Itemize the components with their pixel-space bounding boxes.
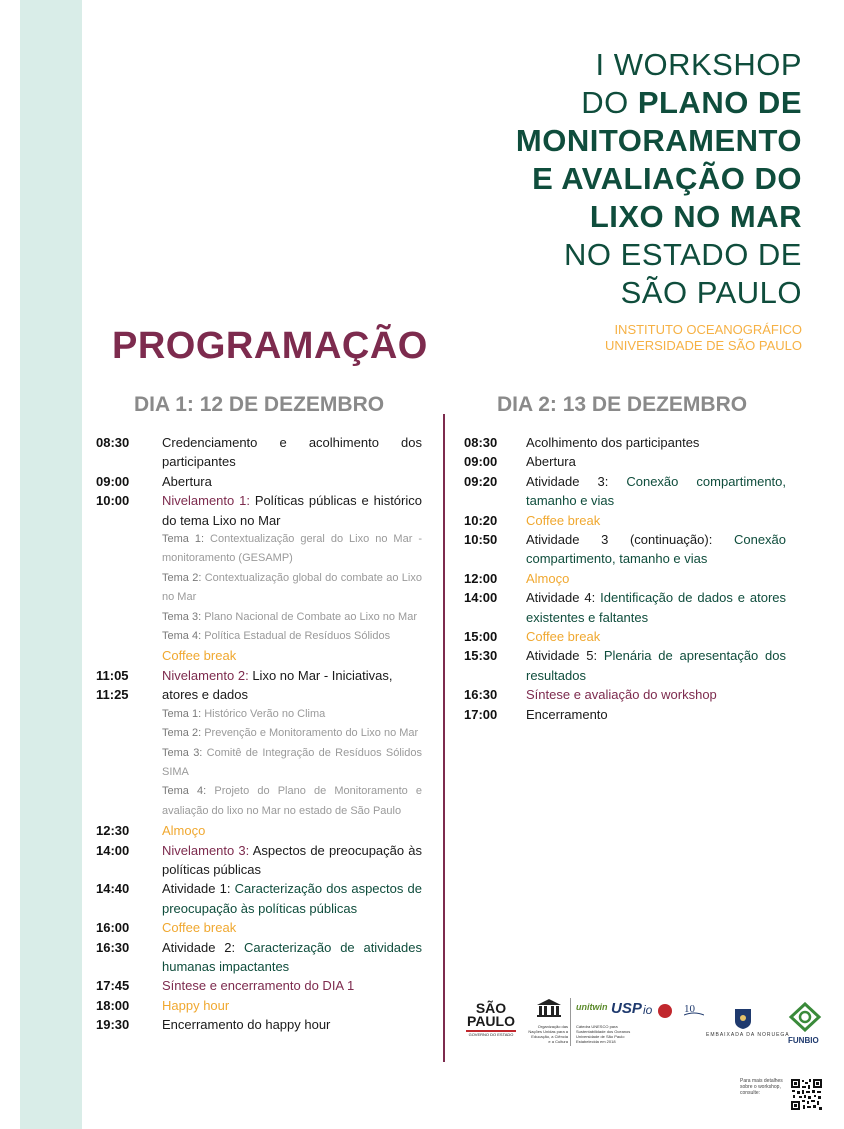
- title-line-5: LIXO NO MAR: [589, 199, 802, 234]
- row-text: Encerramento: [526, 706, 608, 722]
- title-line-1: I WORKSHOP: [595, 47, 802, 82]
- sub-text: Plano Nacional de Combate ao Lixo no Mar: [201, 610, 417, 623]
- side-band: [20, 0, 82, 1129]
- row-time: 17:00: [464, 706, 498, 722]
- row-text: Caracterização dos aspectos de preocupação às políticas públicas: [162, 881, 422, 916]
- row-desc: [162, 666, 422, 685]
- schedule-subrow: [96, 724, 422, 743]
- unesco-temple-icon: [536, 998, 562, 1018]
- row-time: 10:20: [464, 512, 498, 528]
- row-desc: [162, 627, 422, 646]
- norway-crest-icon: [734, 1008, 752, 1035]
- sao-paulo-logo: [466, 1002, 516, 1038]
- schedule-subrow: [96, 744, 422, 783]
- row-time: 09:20: [464, 473, 498, 489]
- schedule-row: [464, 569, 786, 588]
- row-text: Abertura: [162, 473, 212, 489]
- sub-label: Tema 4:: [162, 785, 207, 798]
- sp-line-3: GOVERNO DO ESTADO: [466, 1030, 516, 1038]
- row-text: Encerramento do happy hour: [162, 1017, 331, 1033]
- schedule-row: [464, 472, 786, 511]
- funbio-text: FUNBIO: [788, 1036, 819, 1045]
- schedule-row: [96, 976, 422, 995]
- row-desc: [526, 646, 786, 685]
- schedule-row: [96, 433, 422, 472]
- row-text: Plenária de apresentação dos resultados: [526, 648, 786, 683]
- row-time: 15:30: [464, 648, 498, 664]
- schedule-subrow: [96, 569, 422, 608]
- schedule-row: [464, 511, 786, 530]
- sub-text: Política Estadual de Resíduos Sólidos: [201, 630, 391, 643]
- row-time: 15:00: [464, 629, 498, 645]
- schedule-row: [96, 879, 422, 918]
- svg-text:10: 10: [684, 1003, 695, 1015]
- partner-mark-icon: [684, 1000, 704, 1023]
- schedule-row: [96, 918, 422, 937]
- row-time: 14:00: [464, 590, 498, 606]
- title-line-6: NO ESTADO DE: [564, 237, 802, 272]
- row-desc: [162, 938, 422, 977]
- sp-line-2: PAULO: [467, 1013, 515, 1029]
- row-prefix: Nivelamento 1:: [162, 493, 250, 509]
- schedule-row: [464, 685, 786, 704]
- row-time: 10:50: [464, 532, 498, 548]
- row-text: Coffee break: [162, 920, 237, 936]
- row-desc: [162, 530, 422, 569]
- row-time: 12:00: [464, 570, 498, 586]
- row-text: Conexão compartimento, tamanho e vias: [526, 532, 787, 567]
- schedule-row: [464, 705, 786, 724]
- row-prefix: Atividade 3 (continuação):: [526, 532, 713, 548]
- row-text: Síntese e encerramento do DIA 1: [162, 978, 355, 994]
- sub-label: Tema 3:: [162, 746, 203, 759]
- row-text: Identificação de dados e atores existentes e faltantes: [526, 590, 786, 625]
- qr-caption: Para mais detalhes sobre o workshop, consulte:: [740, 1078, 783, 1096]
- sub-label: Tema 1:: [162, 533, 205, 546]
- row-desc: [162, 841, 422, 880]
- row-time: 18:00: [96, 997, 130, 1013]
- row-time: 16:30: [96, 939, 130, 955]
- row-time: 08:30: [464, 435, 498, 450]
- row-text: atores e dados: [162, 687, 249, 703]
- schedule-row: [96, 821, 422, 840]
- schedule-row: [96, 841, 422, 880]
- row-prefix: Atividade 5:: [526, 648, 598, 664]
- institution-line-1: INSTITUTO OCEANOGRÁFICO: [614, 322, 802, 337]
- row-desc: [162, 608, 422, 627]
- schedule-row: [464, 452, 786, 471]
- program-heading: PROGRAMAÇÃO: [112, 325, 428, 367]
- io-logo: io: [643, 1003, 653, 1017]
- title-line-3: MONITORAMENTO: [515, 123, 802, 158]
- day1-schedule: [96, 433, 422, 1035]
- usp-logo: USP: [611, 1000, 642, 1017]
- schedule-row: [96, 472, 422, 491]
- row-time: 10:00: [96, 493, 130, 509]
- schedule-row: [96, 685, 422, 704]
- schedule-row: [464, 646, 786, 685]
- row-text: Abertura: [526, 454, 576, 470]
- row-desc: [162, 705, 422, 724]
- row-time: 14:00: [96, 842, 130, 858]
- row-text: Coffee break: [526, 629, 601, 645]
- embassy-text: EMBAIXADA DA NORUEGA: [706, 1032, 790, 1038]
- row-time: 11:25: [96, 687, 129, 703]
- row-prefix: Nivelamento 2:: [162, 667, 249, 683]
- title-line-2-light: DO: [581, 85, 638, 120]
- sub-label: Tema 1:: [162, 707, 202, 720]
- row-text: Caracterização de atividades humanas impactantes: [162, 939, 422, 974]
- row-text: Conexão compartimento, tamanho e vias: [526, 473, 786, 509]
- row-text: Aspectos de preocupação às políticas públicas: [162, 842, 423, 877]
- row-time: [96, 646, 162, 665]
- row-time: 09:00: [464, 454, 498, 470]
- schedule-row: [96, 646, 422, 665]
- sp-line-1: SÃO: [475, 1000, 507, 1016]
- row-prefix: Atividade 1:: [162, 881, 231, 897]
- row-time: 16:00: [96, 920, 130, 936]
- schedule-row: [464, 433, 786, 452]
- sub-label: Tema 2:: [162, 571, 202, 584]
- row-prefix: Atividade 2:: [162, 939, 236, 955]
- qr-code-icon[interactable]: [790, 1078, 823, 1111]
- schedule-subrow: [96, 705, 422, 724]
- row-time: 11:05: [96, 667, 129, 683]
- sub-label: Tema 4:: [162, 630, 202, 643]
- row-text: Happy hour: [162, 997, 230, 1013]
- row-prefix: Atividade 4:: [526, 590, 596, 606]
- row-time: 19:30: [96, 1017, 130, 1033]
- row-desc: [162, 491, 422, 530]
- row-prefix: Nivelamento 3:: [162, 842, 250, 858]
- schedule-row: [464, 530, 786, 569]
- partner-badge-icon: [658, 1004, 672, 1018]
- schedule-row: [96, 491, 422, 530]
- row-text: Acolhimento dos participantes: [526, 435, 700, 450]
- schedule-row: [464, 627, 786, 646]
- title-line-4: E AVALIAÇÃO DO: [532, 161, 802, 196]
- unitwin-text: Cátedra UNESCO para Sustentabilidade dos Oceanos Universidade de São Paulo Estabelecida em 2018: [576, 1024, 631, 1044]
- row-time: 17:45: [96, 978, 130, 994]
- row-text: Coffee break: [162, 648, 237, 664]
- row-text: Credenciamento e acolhimento dos participantes: [162, 435, 422, 470]
- row-desc: [526, 472, 786, 511]
- sub-text: Contextualização global do combate ao Lixo no Mar: [162, 571, 422, 604]
- row-time: 16:30: [464, 687, 498, 703]
- unesco-text: Organização das Nações Unidas para a Educação, a Ciência e a Cultura: [528, 1024, 568, 1044]
- funbio-swirl-icon: [788, 1002, 822, 1037]
- row-text: Lixo no Mar - Iniciativas,: [248, 667, 393, 683]
- row-time: 14:40: [96, 881, 130, 897]
- row-text: Almoço: [162, 823, 206, 839]
- logo-separator: [570, 998, 571, 1046]
- row-time: 12:30: [96, 823, 130, 839]
- unesco-logo: [536, 998, 562, 1023]
- unitwin-logo: unitwin: [576, 1002, 608, 1012]
- day2-schedule: [464, 433, 786, 724]
- institution-line-2: UNIVERSIDADE DE SÃO PAULO: [605, 338, 802, 353]
- row-desc: [526, 530, 786, 569]
- row-desc: [162, 569, 422, 608]
- row-text: Coffee break: [526, 512, 601, 528]
- schedule-subrow: [96, 608, 422, 627]
- sub-label: Tema 2:: [162, 727, 202, 740]
- schedule-row: [96, 666, 422, 685]
- schedule-row: [96, 1015, 422, 1034]
- sub-text: Contextualização geral do Lixo no Mar - monitoramento (GESAMP): [162, 533, 422, 565]
- row-desc: [162, 782, 422, 821]
- title-line-2-bold: PLANO DE: [637, 85, 802, 120]
- sponsor-logos: [466, 998, 826, 1058]
- sub-text: Comitê de Integração de Resíduos Sólidos SIMA: [162, 746, 422, 778]
- row-text: Políticas públicas e histórico do tema Lixo no Mar: [162, 493, 422, 528]
- workshop-title: [516, 46, 802, 312]
- schedule-subrow: [96, 627, 422, 646]
- row-text: Síntese e avaliação do workshop: [526, 687, 717, 703]
- row-prefix: Atividade 3:: [526, 473, 609, 489]
- day1-heading: DIA 1: 12 DE DEZEMBRO: [134, 393, 385, 416]
- sub-label: Tema 3:: [162, 610, 202, 623]
- schedule-row: [96, 996, 422, 1015]
- institution: [605, 322, 802, 354]
- schedule-subrow: [96, 530, 422, 569]
- row-time: 08:30: [96, 435, 130, 450]
- schedule-row: [96, 938, 422, 977]
- row-time: 09:00: [96, 473, 130, 489]
- sub-text: Projeto do Plano de Monitoramento e avaliação do lixo no Mar no estado de São Paulo: [162, 785, 422, 817]
- row-desc: [162, 724, 422, 743]
- day2-heading: DIA 2: 13 DE DEZEMBRO: [497, 393, 748, 416]
- title-line-2: [516, 84, 802, 122]
- schedule-subrow: [96, 782, 422, 821]
- sub-text: Prevenção e Monitoramento do Lixo no Mar: [201, 727, 419, 740]
- row-text: Almoço: [526, 570, 570, 586]
- column-divider: [443, 414, 445, 1062]
- sub-text: Histórico Verão no Clima: [201, 707, 326, 720]
- title-line-7: SÃO PAULO: [620, 275, 802, 310]
- schedule-row: [464, 588, 786, 627]
- row-desc: [162, 879, 422, 918]
- row-desc: [526, 588, 786, 627]
- row-desc: [162, 744, 422, 783]
